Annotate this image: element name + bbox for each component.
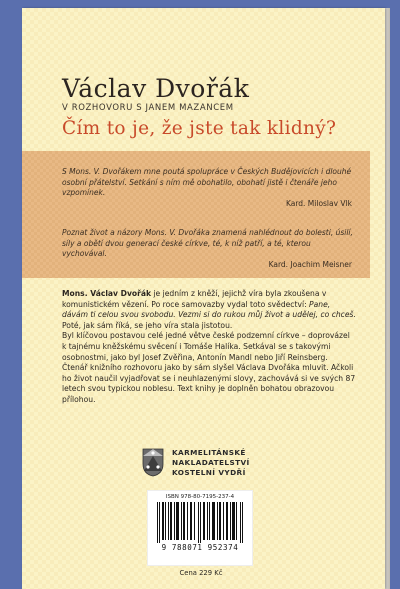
barcode-number: 9 788071 952374 [161, 543, 239, 552]
book-blurb [62, 289, 356, 406]
barcode-bars [156, 502, 244, 543]
blurb-text: Poté, jak sám říká, se jeho víra stala jistotou. [62, 320, 233, 330]
blurb-quote: Pane, dávám ti celou svou svobodu. Vezmi si do rukou můj život a udělej, co chceš. [62, 299, 356, 320]
book-title: Čím to je, že jste tak klidný? [62, 118, 337, 139]
publisher-name: KARMELITÁNSKÉ NAKLADATELSTVÍ KOSTELNÍ VYDŘÍ [172, 448, 250, 477]
blurb-paragraph [62, 289, 356, 331]
isbn-label: ISBN 978-80-7195-237-4 [165, 494, 235, 500]
quote-author: Kard. Joachim Meisner [268, 260, 352, 269]
blurb-lead: Mons. Václav Dvořák [62, 289, 152, 298]
barcode [147, 490, 253, 566]
quote-text: Poznat život a názory Mons. V. Dvořáka znamená nahlédnout do bolesti, úsilí, síly a obětí dvou generací české církve, té, k níž patří, a té, kterou vychovával. [62, 228, 353, 258]
book-subtitle: V ROZHOVORU S JANEM MAZANCEM [62, 103, 234, 113]
blurb-paragraph: Byl klíčovou postavou celé jedné větve české podzemní církve – doprovázel k tajnému kněžskému svěcení i Tomáše Halíka. Setkával se s takovými osobnostmi, jako byl Josef Zvěřina, Antonín Mandl nebo Jiří Reinsberg. [62, 331, 350, 362]
blurb-text: je jedním z kněží, jejichž víra byla zkoušena v komunistickém vězení. Po roce samovazby vydal toto svědectví: [62, 289, 327, 309]
publisher-block [142, 447, 302, 485]
carmelite-shield-icon [142, 447, 164, 477]
book-author: Václav Dvořák [62, 74, 250, 103]
book-price: Cena 229 Kč [179, 569, 223, 577]
quote-text: S Mons. V. Dvořákem mne poutá spolupráce v Českých Budějovicích i dlouhé osobní přátelství. Setkání s ním mě obohatilo, obohatí jistě i čtenáře jeho vzpomínek. [62, 167, 352, 197]
blurb-paragraph: Čtenář knižního rozhovoru jako by sám slyšel Václava Dvořáka mluvit. Ačkoli ho život naučil vyjadřovat se i neuhlazenými slovy, zachovává si ve svých 87 letech svou typickou noblesu. Text knihy je doplněn bohatou obrazovou přílohou. [62, 363, 356, 404]
quote-author: Kard. Miloslav Vlk [285, 199, 352, 208]
